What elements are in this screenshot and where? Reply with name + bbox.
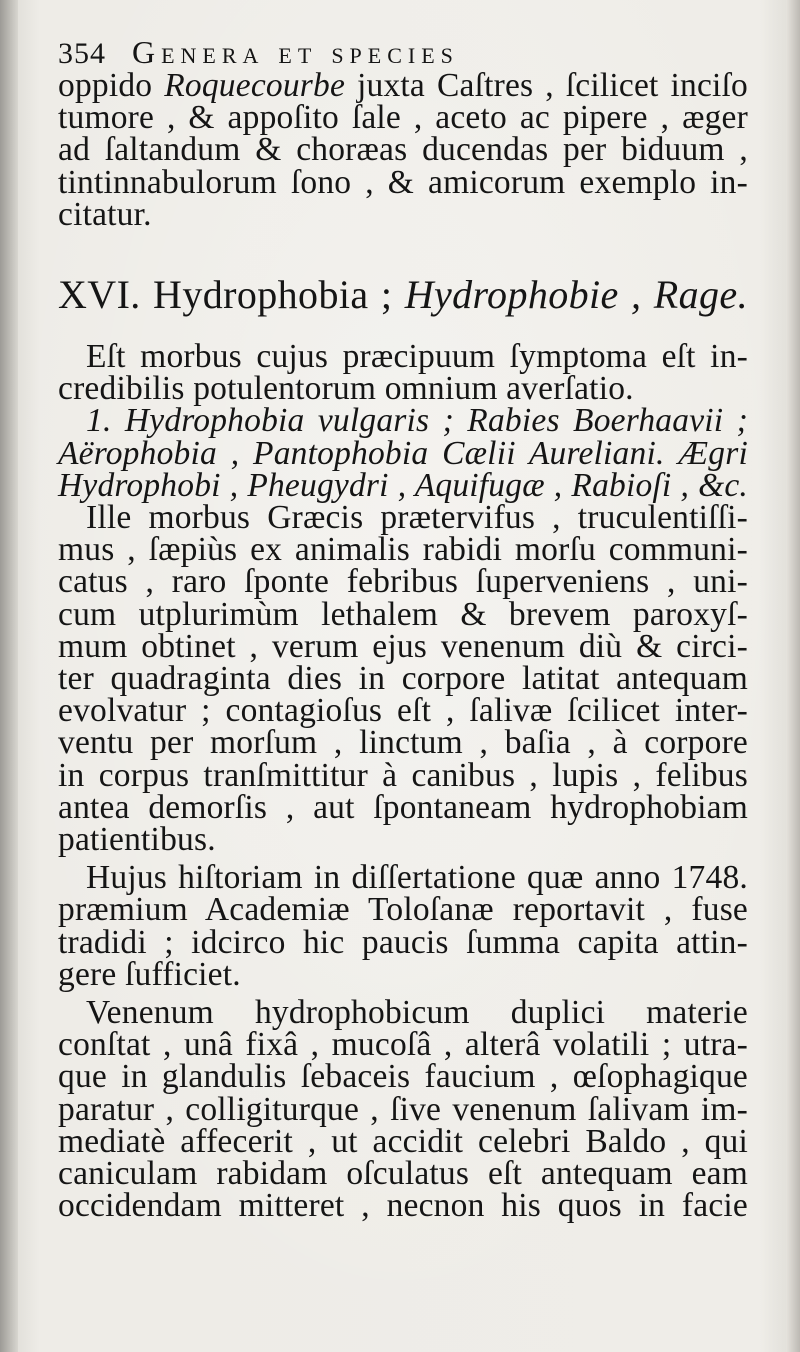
text-line <box>58 67 748 104</box>
text-line: conſtat , unâ fixâ , mucoſâ , alterâ volatili ; utra- <box>58 1026 748 1064</box>
synonym-line: 1. Hydrophobia vulgaris ; Rabies Boerhaavii ; <box>86 402 748 440</box>
text-line: antea demorſis , aut ſpontaneam hydrophobiam <box>58 788 748 826</box>
text-line: cum utplurimùm lethalem & brevem paroxyſ- <box>58 595 748 633</box>
text-fragment: oppido <box>58 67 165 104</box>
section-heading <box>58 273 748 317</box>
text-line: Venenum hydrophobicum duplici materie <box>86 994 748 1032</box>
synonyms-paragraph <box>58 402 748 504</box>
text-line: Hujus hiſtoriam in diſſertatione quæ anno 1748. <box>86 859 748 897</box>
text-line: in corpus tranſmittitur à canibus , lupis , felibus <box>58 756 748 794</box>
text-line: que in glandulis ſebaceis faucium , œſophagique <box>58 1058 748 1096</box>
text-line: evolvatur ; contagioſus eſt , ſalivæ ſcilicet inter- <box>58 692 748 730</box>
text-fragment: juxta Caſtres , ſcilicet inciſo <box>345 67 748 104</box>
text-line: mediatè affecerit , ut accidit celebri Baldo , qui <box>58 1122 748 1160</box>
section-french-title: Hydrophobie , Rage. <box>404 272 748 318</box>
page-binding-shadow <box>0 0 18 1352</box>
synonym-line: Hydrophobi , Pheugydri , Aquifugæ , Rabioſi , &c. <box>58 466 748 504</box>
text-line: catus , raro ſponte febribus ſuperveniens , uni- <box>58 563 748 601</box>
text-line: paratur , colligiturque , ſive venenum ſalivam im- <box>58 1090 748 1128</box>
section-title: Hydrophobia ; <box>153 272 393 318</box>
page-number: 354 <box>58 37 106 70</box>
text-line: præmium Academiæ Toloſanæ reportavit , fuse <box>58 891 748 929</box>
definition-paragraph <box>58 338 748 408</box>
history-paragraph <box>58 859 748 993</box>
text-line: mum obtinet , verum ejus venenum diù & circi- <box>58 627 748 665</box>
text-line: tradidi ; idcirco hic paucis ſumma capita attin- <box>58 923 748 961</box>
section-number: XVI. <box>58 272 141 318</box>
text-line: tintinnabulorum ſono , & amicorum exemplo in- <box>58 163 748 201</box>
text-line: caniculam rabidam oſculatus eſt antequam eam <box>58 1155 748 1193</box>
running-header <box>58 36 748 70</box>
text-line: mus , ſæpiùs ex animalis rabidi morſu communi- <box>58 531 748 569</box>
place-name: Roquecourbe <box>164 67 346 104</box>
text-line: ter quadraginta dies in corpore latitat antequam <box>58 660 748 698</box>
page-text-block <box>58 36 748 1223</box>
synonym-line: Aërophobia , Pantophobia Cælii Aureliani. Ægri <box>58 434 748 472</box>
text-line: ventu per morſum , linctum , baſia , à corpore <box>58 724 748 762</box>
text-line: Ille morbus Græcis prætervifus , truculentiſſi- <box>86 499 748 537</box>
text-line: Eſt morbus cujus præcipuum ſymptoma eſt in- <box>86 338 748 376</box>
text-line: citatur. <box>58 195 152 233</box>
running-title: Genera et species <box>132 34 459 70</box>
page-edge-shadow <box>786 0 800 1352</box>
text-line: credibilis potulentorum omnium averſatio. <box>58 370 634 408</box>
text-line: tumore , & appoſito ſale , aceto ac pipere , æger <box>58 99 748 137</box>
text-line: ad ſaltandum & choræas ducendas per biduum , <box>58 131 748 169</box>
text-line: occidendam mitteret , necnon his quos in facie <box>58 1187 748 1225</box>
text-line: patientibus. <box>58 821 216 859</box>
text-line: gere ſufficiet. <box>58 955 241 993</box>
description-paragraph <box>58 499 748 859</box>
paragraph-continued <box>58 67 748 233</box>
venom-paragraph <box>58 994 748 1225</box>
